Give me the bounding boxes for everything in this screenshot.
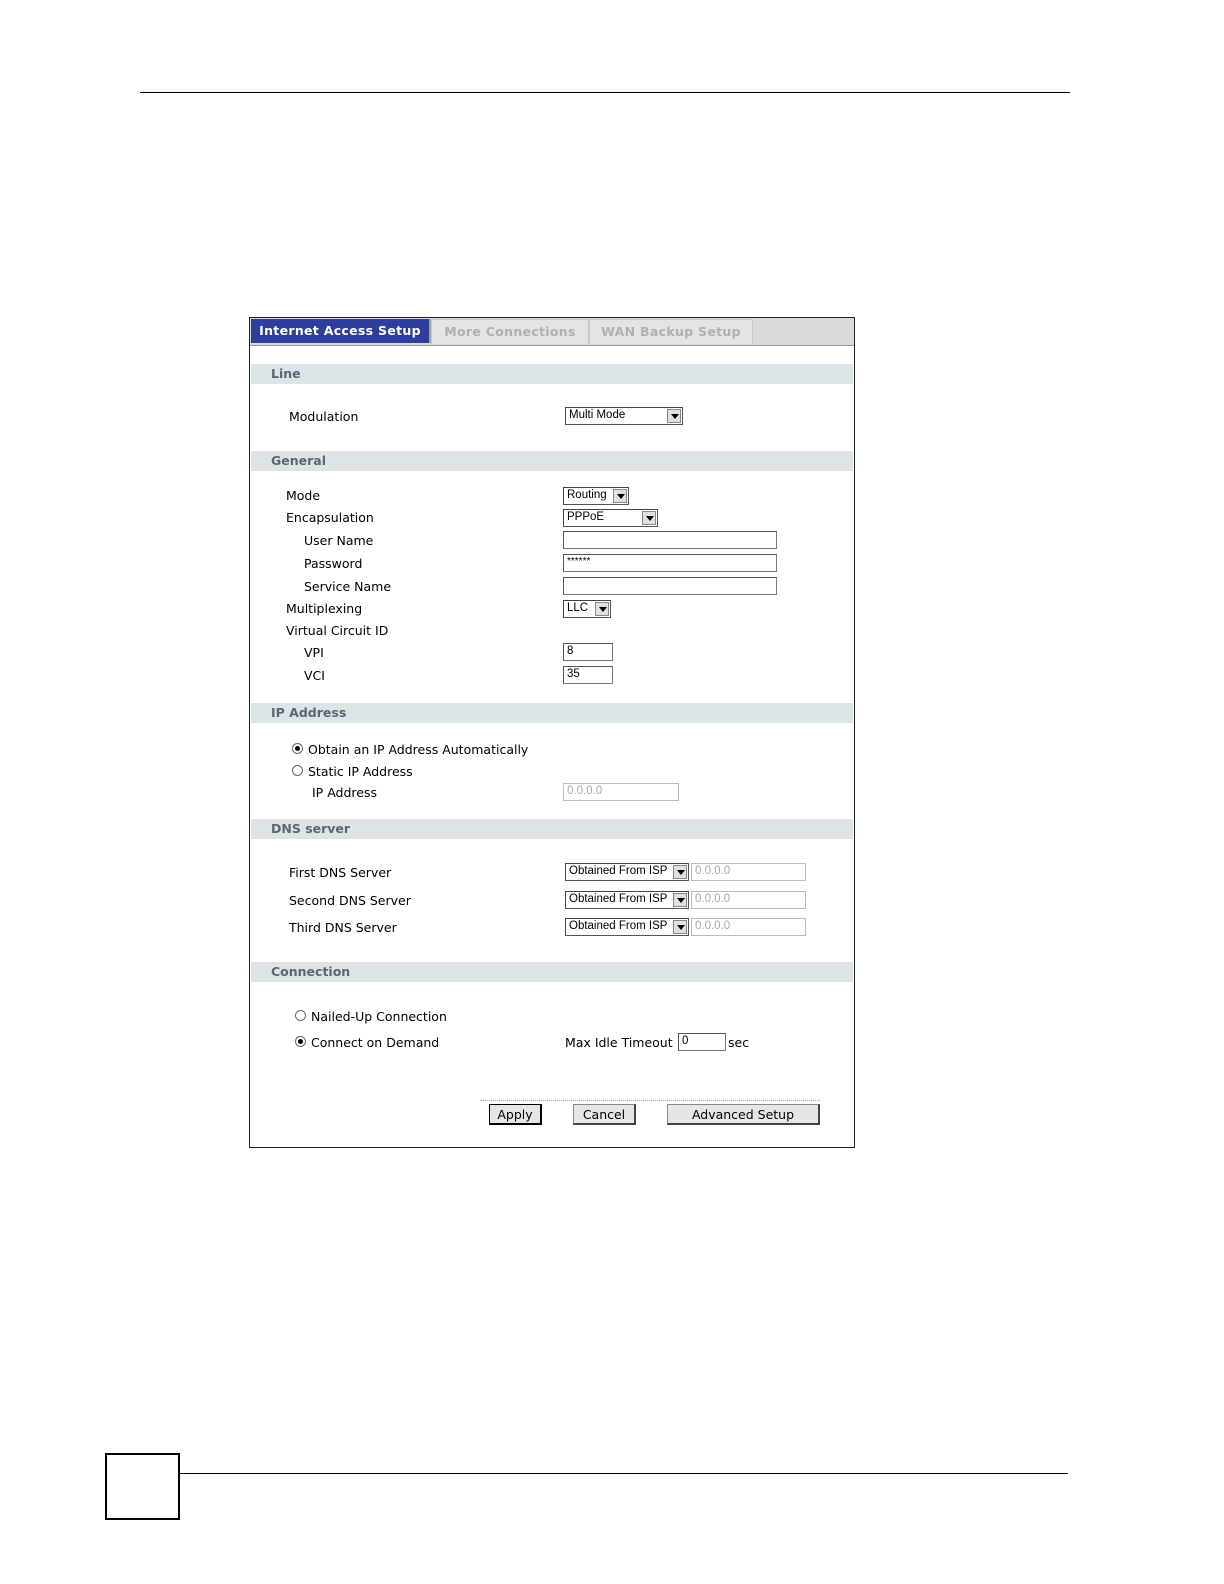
static-ip-label: Static IP Address	[308, 764, 413, 779]
tab-internet-access-setup[interactable]: Internet Access Setup	[251, 319, 431, 343]
select-value: Routing	[567, 489, 607, 501]
username-input[interactable]	[563, 531, 777, 549]
chevron-down-icon	[595, 602, 609, 616]
section-ip-address	[251, 703, 853, 723]
third-dns-source-select[interactable]	[565, 918, 689, 936]
second-dns-source-select[interactable]	[565, 891, 689, 909]
button-divider	[480, 1100, 820, 1101]
mode-label: Mode	[286, 488, 321, 503]
second-dns-ip-input[interactable]: 0.0.0.0	[691, 891, 806, 909]
max-idle-unit: sec	[728, 1035, 750, 1050]
vpi-label: VPI	[304, 645, 324, 660]
max-idle-timeout-label: Max Idle Timeout	[565, 1035, 673, 1050]
apply-button[interactable]: Apply	[489, 1104, 542, 1125]
section-general	[251, 451, 853, 471]
section-title: Line	[271, 366, 301, 381]
cancel-button[interactable]: Cancel	[573, 1104, 636, 1125]
chevron-down-icon	[673, 920, 687, 934]
tab-more-connections[interactable]: More Connections	[431, 319, 589, 344]
third-dns-ip-input[interactable]: 0.0.0.0	[691, 918, 806, 936]
section-title: Connection	[271, 964, 351, 979]
service-name-input[interactable]	[563, 577, 777, 595]
chevron-down-icon	[673, 865, 687, 879]
select-value: Obtained From ISP	[569, 893, 668, 905]
select-value: Multi Mode	[569, 409, 626, 421]
nailed-up-radio[interactable]	[295, 1010, 306, 1021]
tab-bar	[250, 318, 854, 346]
section-title: DNS server	[271, 821, 351, 836]
modulation-label: Modulation	[289, 409, 359, 424]
obtain-ip-auto-radio[interactable]	[292, 743, 303, 754]
chevron-down-icon	[642, 511, 656, 525]
section-dns-server	[251, 819, 853, 839]
header-rule	[140, 92, 1070, 93]
select-value: Obtained From ISP	[569, 865, 668, 877]
multiplexing-label: Multiplexing	[286, 601, 363, 616]
section-title: IP Address	[271, 705, 347, 720]
obtain-ip-auto-label: Obtain an IP Address Automatically	[308, 742, 529, 757]
first-dns-source-select[interactable]	[565, 863, 689, 881]
static-ip-radio[interactable]	[292, 765, 303, 776]
multiplexing-select[interactable]	[563, 600, 611, 618]
chevron-down-icon	[667, 409, 681, 423]
modulation-select[interactable]	[565, 407, 683, 425]
first-dns-ip-input[interactable]: 0.0.0.0	[691, 863, 806, 881]
nailed-up-label: Nailed-Up Connection	[311, 1009, 447, 1024]
footer-rule	[178, 1473, 1068, 1474]
username-label: User Name	[304, 533, 374, 548]
select-value: Obtained From ISP	[569, 920, 668, 932]
tab-wan-backup-setup[interactable]: WAN Backup Setup	[589, 319, 753, 344]
vpi-input[interactable]: 8	[563, 643, 613, 661]
first-dns-label: First DNS Server	[289, 865, 392, 880]
service-name-label: Service Name	[304, 579, 392, 594]
password-input[interactable]: ******	[563, 554, 777, 572]
mode-select[interactable]	[563, 487, 629, 505]
max-idle-timeout-input[interactable]: 0	[678, 1033, 726, 1051]
chevron-down-icon	[673, 893, 687, 907]
password-label: Password	[304, 556, 363, 571]
chevron-down-icon	[613, 489, 627, 503]
connect-on-demand-radio[interactable]	[295, 1036, 306, 1047]
page-number-box	[105, 1453, 180, 1520]
ip-address-input[interactable]: 0.0.0.0	[563, 783, 679, 801]
connect-on-demand-label: Connect on Demand	[311, 1035, 440, 1050]
select-value: PPPoE	[567, 511, 605, 523]
advanced-setup-button[interactable]: Advanced Setup	[667, 1104, 820, 1125]
select-value: LLC	[567, 602, 589, 614]
internet-access-panel	[249, 317, 855, 1148]
section-title: General	[271, 453, 326, 468]
encapsulation-select[interactable]	[563, 509, 658, 527]
vci-input[interactable]: 35	[563, 666, 613, 684]
ip-address-label: IP Address	[312, 785, 377, 800]
encapsulation-label: Encapsulation	[286, 510, 374, 525]
third-dns-label: Third DNS Server	[289, 920, 397, 935]
section-line	[251, 364, 853, 384]
virtual-circuit-id-label: Virtual Circuit ID	[286, 623, 389, 638]
second-dns-label: Second DNS Server	[289, 893, 411, 908]
section-connection	[251, 962, 853, 982]
vci-label: VCI	[304, 668, 325, 683]
